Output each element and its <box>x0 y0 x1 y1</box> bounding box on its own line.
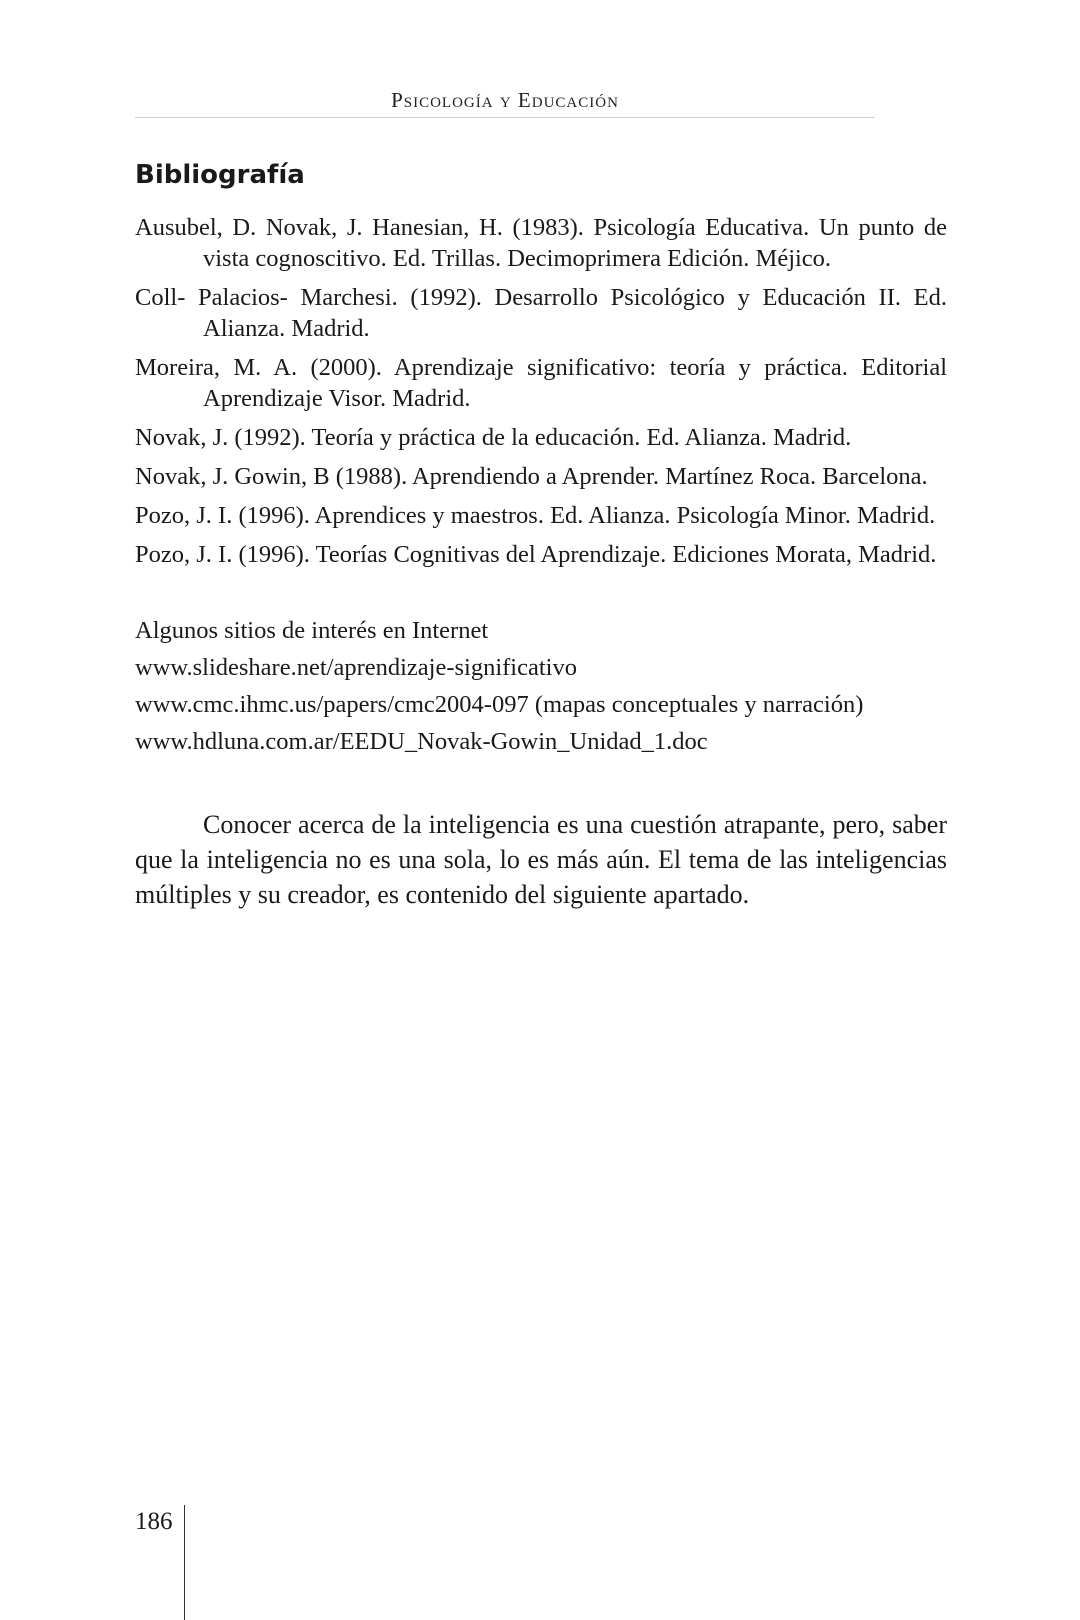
reference-item: Coll- Palacios- Marchesi. (1992). Desarrollo Psicológico y Educación II. Ed. Alianza. Madrid. <box>135 284 947 342</box>
site-link[interactable]: www.slideshare.net/aprendizaje-significativo <box>135 654 577 681</box>
reference-item: Pozo, J. I. (1996). Teorías Cognitivas del Aprendizaje. Ediciones Morata, Madrid. <box>135 541 937 568</box>
bibliography-title: Bibliografía <box>135 160 305 190</box>
closing-paragraph: Conocer acerca de la inteligencia es una cuestión atrapante, pero, saber que la inteligencia no es una sola, lo es más aún. El tema de las inteligencias múltiples y su creador, es contenido del siguiente apartado. <box>135 810 947 909</box>
reference-item: Novak, J. (1992). Teoría y práctica de la educación. Ed. Alianza. Madrid. <box>135 424 852 451</box>
header-divider <box>135 117 875 118</box>
sites-intro: Algunos sitios de interés en Internet <box>135 617 489 644</box>
reference-item: Moreira, M. A. (2000). Aprendizaje significativo: teoría y práctica. Editorial Aprendizaje Visor. Madrid. <box>135 354 947 412</box>
footer-vertical-rule <box>184 1505 185 1620</box>
reference-item: Pozo, J. I. (1996). Aprendices y maestros. Ed. Alianza. Psicología Minor. Madrid. <box>135 502 936 529</box>
reference-item: Ausubel, D. Novak, J. Hanesian, H. (1983). Psicología Educativa. Un punto de vista cognoscitivo. Ed. Trillas. Decimoprimera Edición. Méjico. <box>135 214 947 272</box>
site-link[interactable]: www.hdluna.com.ar/EEDU_Novak-Gowin_Unidad_1.doc <box>135 728 708 755</box>
running-header: Psicología y Educación <box>391 88 619 112</box>
reference-list <box>135 212 947 578</box>
site-link[interactable]: www.cmc.ihmc.us/papers/cmc2004-097 (mapas conceptuales y narración) <box>135 691 864 718</box>
reference-item: Novak, J. Gowin, B (1988). Aprendiendo a Aprender. Martínez Roca. Barcelona. <box>135 463 928 490</box>
sites-list <box>135 612 947 760</box>
page-number: 186 <box>135 1508 173 1535</box>
